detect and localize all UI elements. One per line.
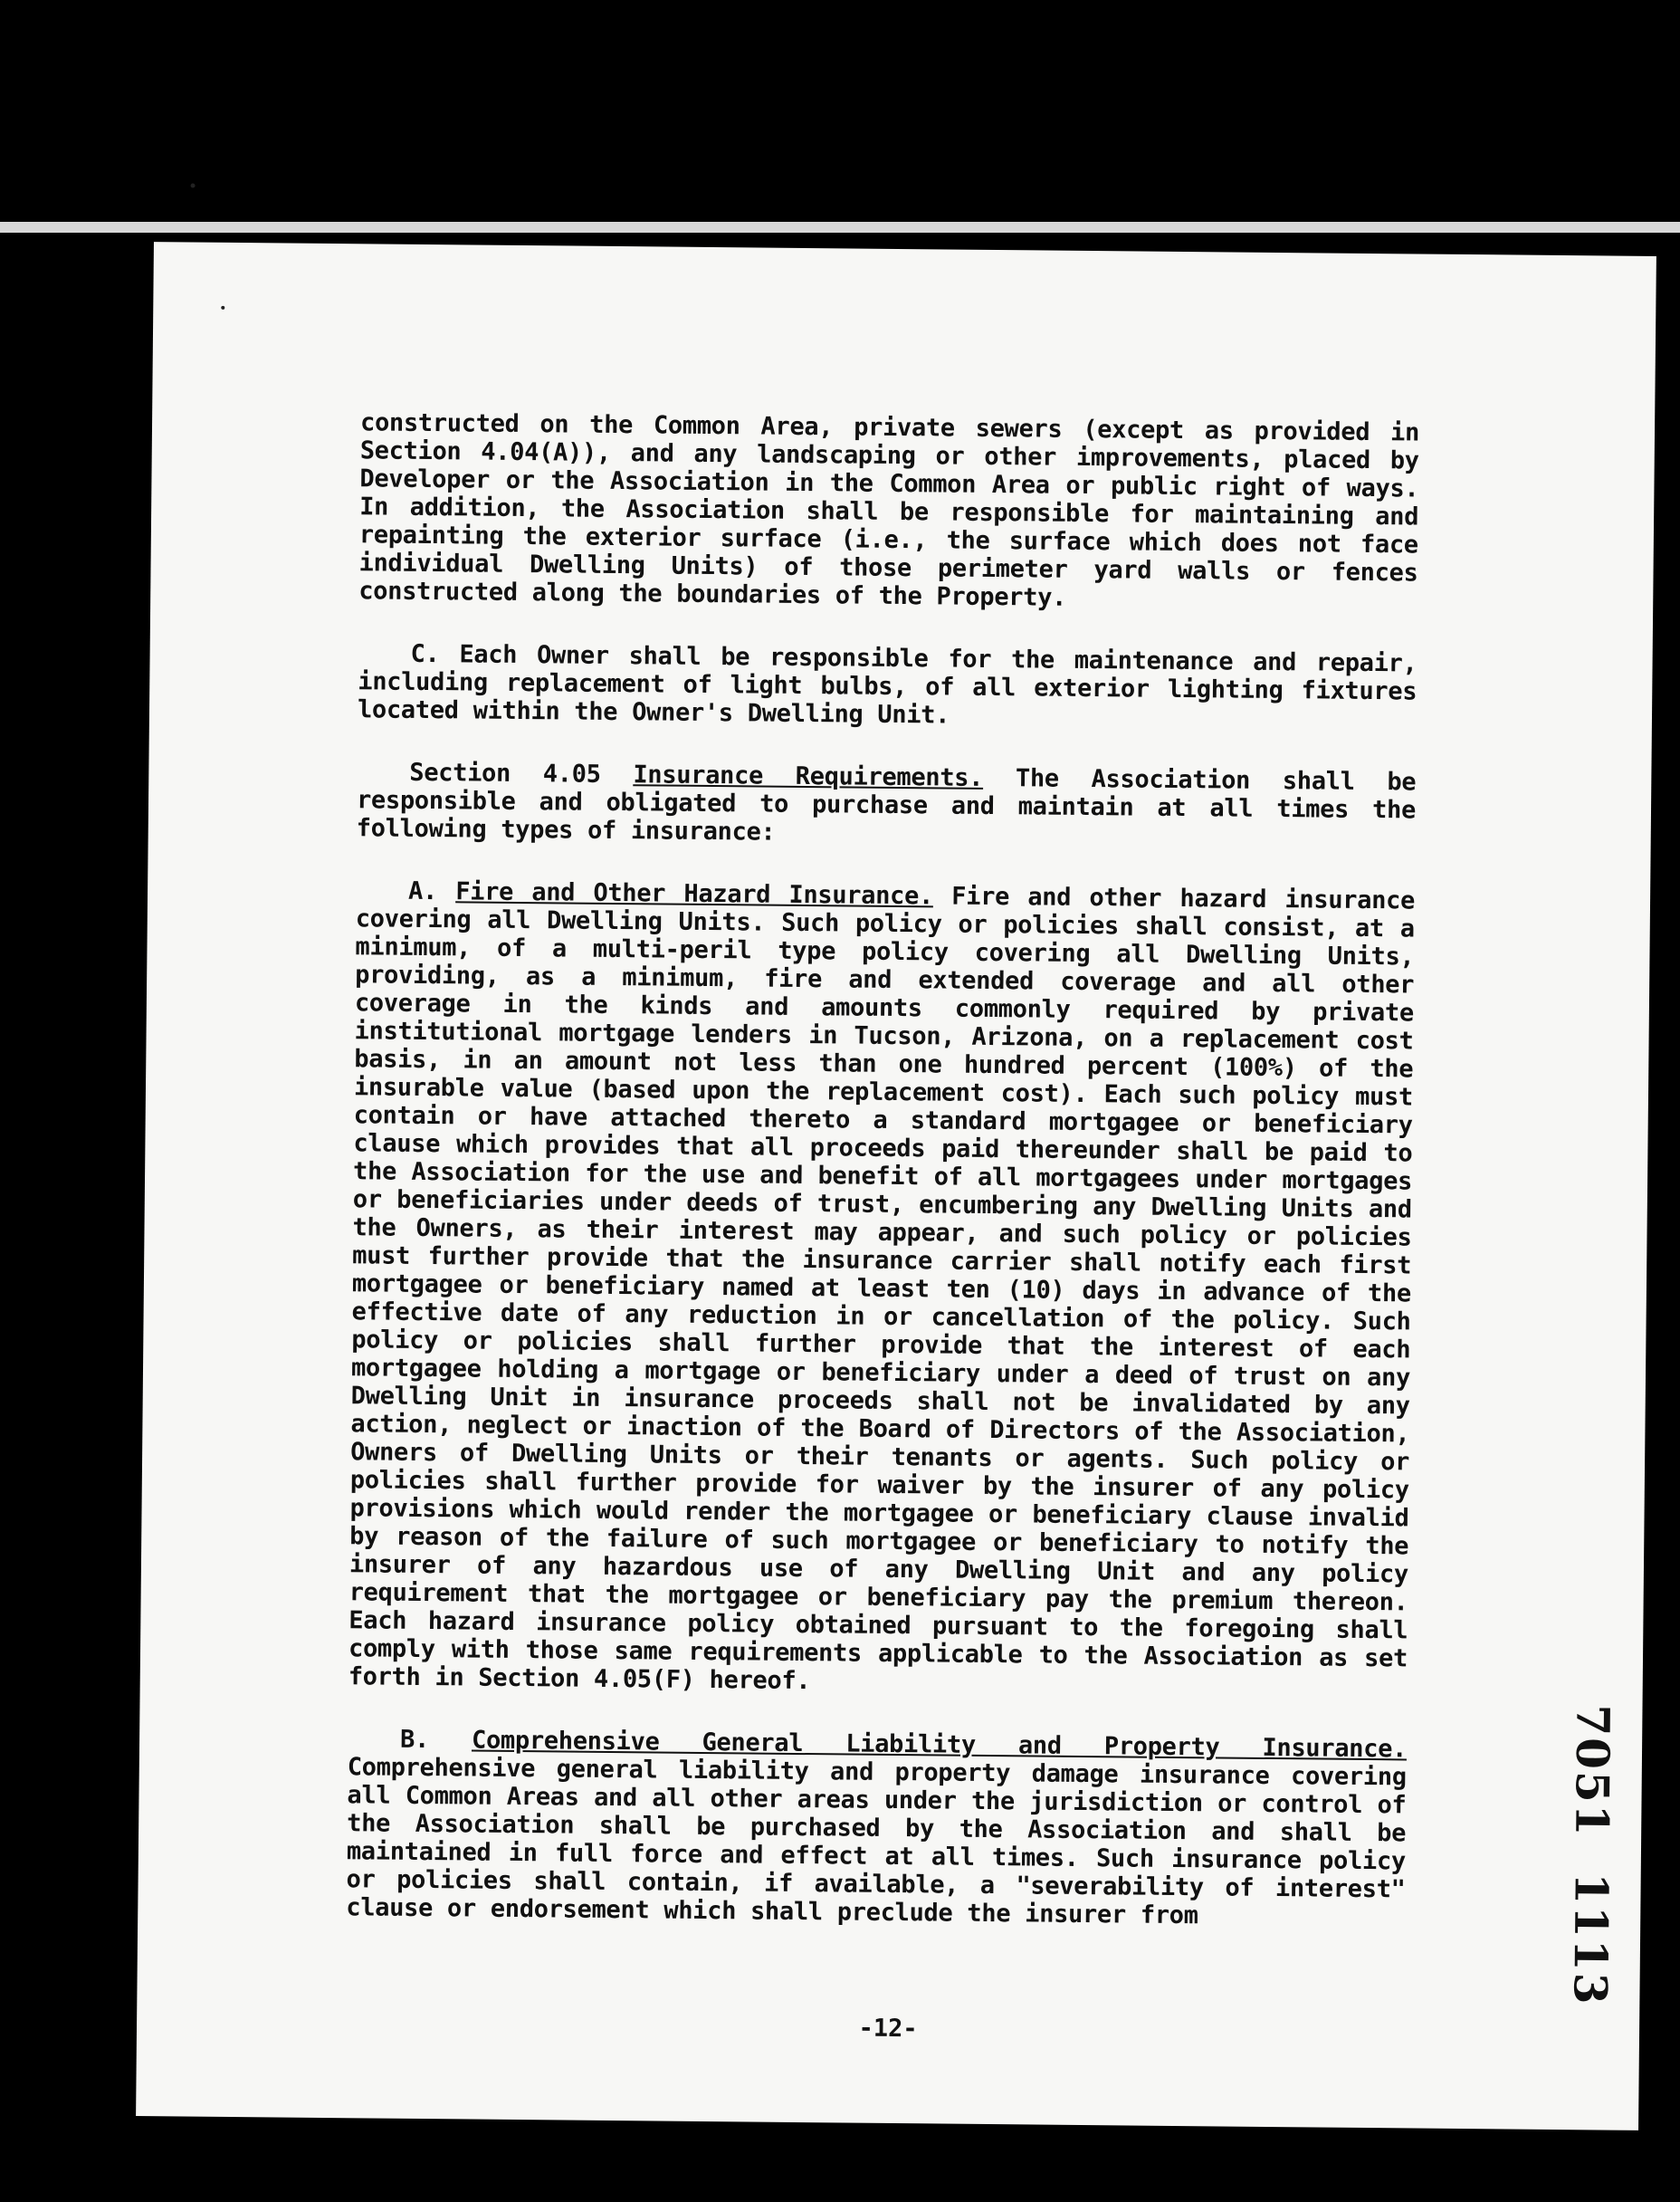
scan-edge-line [0, 222, 1680, 233]
paragraph-section-4-05 [357, 758, 1417, 852]
page-number: -12- [858, 2014, 918, 2044]
paragraph-lead: B. [399, 1725, 430, 1755]
section-heading: Fire and Other Hazard Insurance. [455, 877, 934, 911]
paragraph-text: Comprehensive general liability and property damage insurance covering all Common Areas and all other areas under the jurisdiction or control of the Association shall be purchased by the Association and shall be maintained in full force and effect at all times. Such insurance policy or policies shall contain, if available, a "severability of interest" clause or endorsement which shall preclude the insurer from [346, 1753, 1407, 1930]
document-page [136, 242, 1656, 2130]
paragraph-b-liability-insurance [346, 1725, 1407, 1931]
scan-top-band [0, 0, 1680, 222]
scan-speck [191, 183, 196, 187]
document-body [346, 408, 1419, 1966]
paragraph-text: Fire and other hazard insurance covering all Dwelling Units. Such policy or policies shall consist, at a minimum, of a multi-peril type policy covering all Dwelling Units, providing, as a minimum, fire and extended coverage and all other coverage in the kinds and amounts commonly required by private institutional mortgage lenders in Tucson, Arizona, on a replacement cost basis, in an amount not less than one hundred percent (100%) of the insurable value (based upon the replacement cost). Each such policy must contain or have attached thereto a standard mortgagee or beneficiary clause which provides that all proceeds paid thereunder shall be paid to the Association for the use and benefit of all mortgagees under mortgages or beneficiaries under deeds of trust, encumbering any Dwelling Units and the Owners, as their interest may appear, and such policy or policies must further provide that the insurance carrier shall notify each first mortgagee or beneficiary named at least ten (10) days in advance of the effective date of any reduction in or cancellation of the policy. Such policy or policies shall further provide that the interest of each mortgagee holding a mortgage or beneficiary under a deed of trust on any Dwelling Unit in insurance proceeds shall not be invalidated by any action, neglect or inaction of the Board of Directors of the Association, Owners of Dwelling Units or their tenants or agents. Such policy or policies shall further provide for waiver by the insurer of any policy provisions which would render the mortgagee or beneficiary clause invalid by reason of the failure of such mortgagee or beneficiary to notify the insurer of any hazardous use of any Dwelling Unit and any policy requirement that the mortgagee or beneficiary pay the premium thereon. Each hazard insurance policy obtained pursuant to the foregoing shall comply with those same requirements applicable to the Association as set forth in Section 4.05(F) hereof. [348, 882, 1416, 1696]
paragraph-lead: Section 4.05 [409, 758, 601, 789]
recording-stamp: 7051 1113 [1563, 1704, 1620, 2006]
paragraph-text: constructed on the Common Area, private sewers (except as provided in Section 4.04(A)), and any landscaping or other improvements, placed by Developer or the Association in the Common Area or public right of ways. In addition, the Association shall be responsible for maintaining and repainting the exterior surface (i.e., the surface which does not face individual Dwelling Units) of those perimeter yard walls or fences constructed along the boundaries of the Property. [358, 408, 1420, 612]
paragraph-a-fire-insurance [348, 876, 1416, 1700]
paragraph-lead: A. [407, 876, 438, 906]
paragraph-lead: C. [410, 639, 440, 669]
paragraph-text: The Association shall be responsible and obligated to purchase and maintain at all times the following types of insurance: [356, 764, 1417, 847]
section-heading: Comprehensive General Liability and Property Insurance. [471, 1726, 1408, 1764]
paragraph-c-owner-maintenance [358, 639, 1418, 733]
paragraph-common-area [358, 408, 1419, 615]
scan-speck [221, 306, 224, 310]
paragraph-text: Each Owner shall be responsible for the maintenance and repair, including replacement of light bulbs, of all exterior lighting fixtures located within the Owner's Dwelling Unit. [357, 640, 1418, 730]
section-heading: Insurance Requirements. [633, 761, 984, 792]
